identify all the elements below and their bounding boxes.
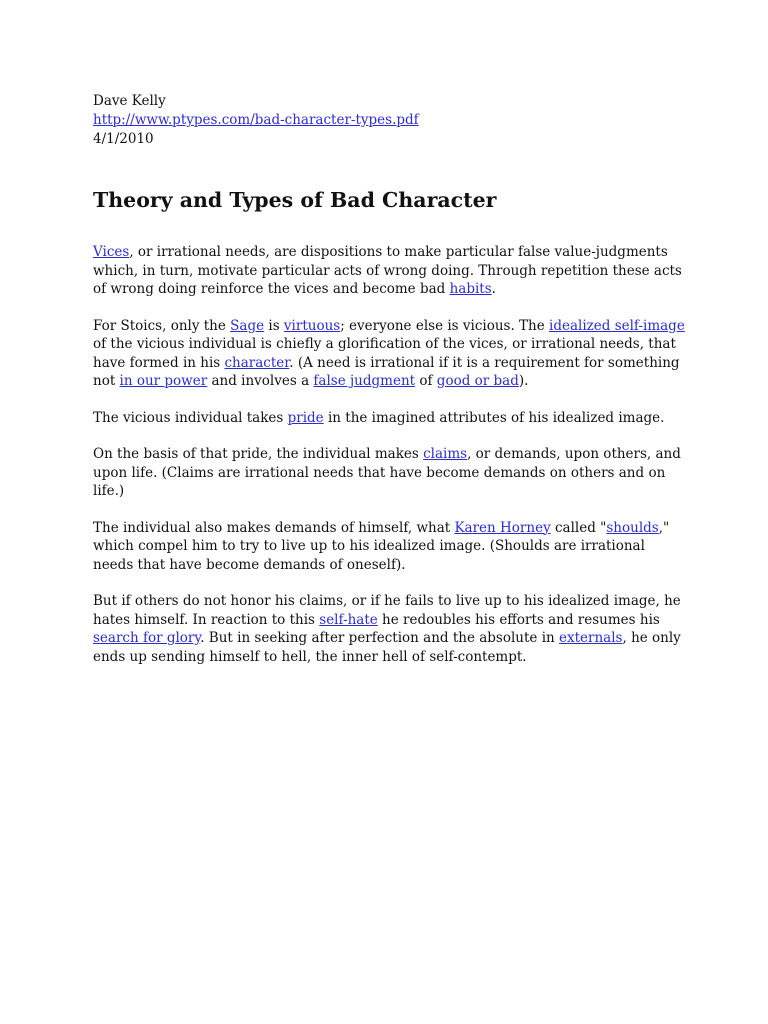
paragraph-3 <box>93 409 689 428</box>
document-title: Theory and Types of Bad Character <box>93 188 497 212</box>
paragraph-text: For Stoics, only the <box>93 317 231 334</box>
inline-link[interactable]: Vices <box>93 244 130 260</box>
paragraph-1 <box>93 243 689 299</box>
paragraph-text: ). <box>518 373 529 389</box>
inline-link[interactable]: shoulds <box>606 519 659 536</box>
paragraph-text: called " <box>550 519 607 536</box>
source-url-link[interactable]: http://www.ptypes.com/bad-character-types.pdf <box>93 112 419 128</box>
paragraph-text: , or demands, upon others, and upon life. (Claims are irrational needs that have become demands on others and on life.) <box>93 446 681 499</box>
paragraph-text: . But in seeking after perfection and the absolute in <box>200 630 560 646</box>
paragraph-text: in the imagined attributes of his idealized image. <box>323 409 665 426</box>
paragraph-text: , or irrational needs, are dispositions to make particular false value-judgments which, in turn, motivate particular acts of wrong doing. Through repetition these acts of wrong doing reinforce the vices and become bad <box>93 244 682 297</box>
inline-link[interactable]: virtuous <box>283 317 341 334</box>
inline-link[interactable]: habits <box>449 281 492 297</box>
paragraph-text: . (A need is irrational if it is a requirement for something not <box>93 354 680 389</box>
inline-link[interactable]: self-hate <box>319 611 378 628</box>
paragraph-5 <box>93 519 689 575</box>
paragraph-text: . <box>491 281 496 297</box>
inline-link[interactable]: idealized self-image <box>549 317 685 334</box>
inline-link[interactable]: good or bad <box>436 373 519 389</box>
paragraph-text: ," which compel him to try to live up to his idealized image. (Shoulds are irrational needs that have become demands of oneself). <box>93 519 670 573</box>
paragraph-text: of the vicious individual is chiefly a glorification of the vices, or irrational needs, that have formed in his <box>93 336 676 371</box>
paragraph-text: of <box>415 373 437 389</box>
document-page <box>93 92 689 666</box>
inline-link[interactable]: Sage <box>230 317 265 334</box>
paragraph-text: The vicious individual takes <box>93 409 288 426</box>
inline-link[interactable]: externals <box>559 630 623 646</box>
inline-link[interactable]: character <box>224 354 290 371</box>
date-line: 4/1/2010 <box>93 131 154 147</box>
paragraph-text: is <box>264 317 284 334</box>
inline-link[interactable]: search for glory <box>93 630 201 646</box>
paragraph-text: ; everyone else is vicious. The <box>340 317 550 334</box>
paragraph-text: and involves a <box>207 373 314 389</box>
inline-link[interactable]: pride <box>287 409 324 426</box>
inline-link[interactable]: false judgment <box>313 373 416 389</box>
paragraph-text: But if others do not honor his claims, or if he fails to live up to his idealized image, he hates himself. In reaction to this <box>93 593 681 628</box>
paragraph-6 <box>93 592 689 666</box>
paragraph-4 <box>93 445 689 501</box>
paragraph-text: The individual also makes demands of himself, what <box>93 519 455 536</box>
inline-link[interactable]: Karen Horney <box>454 519 551 536</box>
inline-link[interactable]: claims <box>423 446 468 462</box>
author-line: Dave Kelly <box>93 93 166 109</box>
paragraph-text: On the basis of that pride, the individual makes <box>93 446 424 462</box>
inline-link[interactable]: in our power <box>119 373 208 389</box>
source-url-line <box>93 111 689 130</box>
paragraph-text: he redoubles his efforts and resumes his <box>377 611 660 628</box>
paragraph-2 <box>93 317 689 391</box>
paragraph-text: , he only ends up sending himself to hell, the inner hell of self-contempt. <box>93 630 681 665</box>
